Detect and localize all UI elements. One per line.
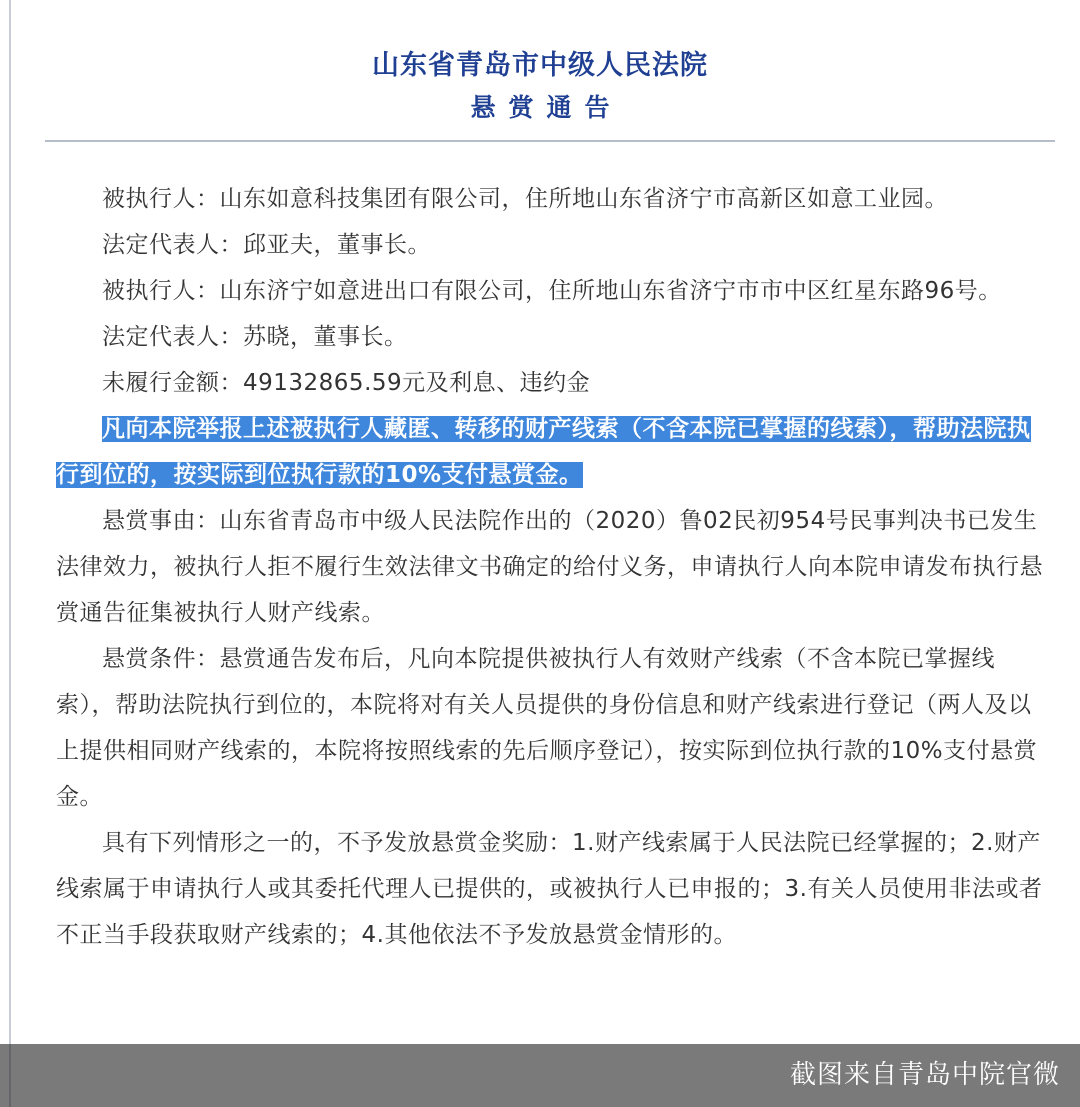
court-name-title: 山东省青岛市中级人民法院 — [372, 50, 708, 81]
paragraph-respondent-1: 被执行人：山东如意科技集团有限公司，住所地山东省济宁市高新区如意工业园。 — [102, 186, 948, 212]
paragraph-exclusions: 具有下列情形之一的，不予发放悬赏金奖励：1.财产线索属于人民法院已经掌握的；2.财产线索属于申请执行人或其委托代理人已提供的，或被执行人已申报的；3.有关人员使用非法或者不正当手段获取财产线索的；4.其他依法不予发放悬赏金情形的。 — [56, 830, 1043, 948]
selected-text[interactable]: 凡向本院举报上述被执行人藏匿、转移的财产线索（不含本院已掌握的线索），帮助法院执行到位的，按实际到位执行款的10%支付悬赏金。 — [56, 416, 1031, 488]
paragraph-reward-conditions: 悬赏条件：悬赏通告发布后，凡向本院提供被执行人有效财产线索（不含本院已掌握线索），帮助法院执行到位的，本院将对有关人员提供的身份信息和财产线索进行登记（两人及以上提供相同财产线索的，本院将按照线索的先后顺序登记），按实际到位执行款的10%支付悬赏金。 — [56, 646, 1038, 810]
paragraph-highlighted[interactable] — [56, 406, 1052, 498]
screenshot-source-caption: 截图来自青岛中院官微 — [789, 1060, 1060, 1090]
left-border-line — [9, 0, 11, 1107]
paragraph-unpaid-amount: 未履行金额：49132865.59元及利息、违约金 — [102, 370, 591, 396]
paragraph-respondent-2: 被执行人：山东济宁如意进出口有限公司，住所地山东省济宁市市中区红星东路96号。 — [102, 278, 1002, 304]
paragraph-reward-reason: 悬赏事由：山东省青岛市中级人民法院作出的（2020）鲁02民初954号民事判决书已发生法律效力，被执行人拒不履行生效法律文书确定的给付义务，申请执行人向本院申请发布执行悬赏通告征集被执行人财产线索。 — [56, 508, 1043, 626]
notice-body — [56, 176, 1052, 958]
title-divider — [45, 140, 1055, 142]
paragraph-legal-rep-1: 法定代表人：邱亚夫，董事长。 — [102, 232, 431, 258]
paragraph-legal-rep-2: 法定代表人：苏晓，董事长。 — [102, 324, 408, 350]
notice-title: 悬赏通告 — [470, 93, 623, 122]
notice-header — [0, 44, 1080, 128]
